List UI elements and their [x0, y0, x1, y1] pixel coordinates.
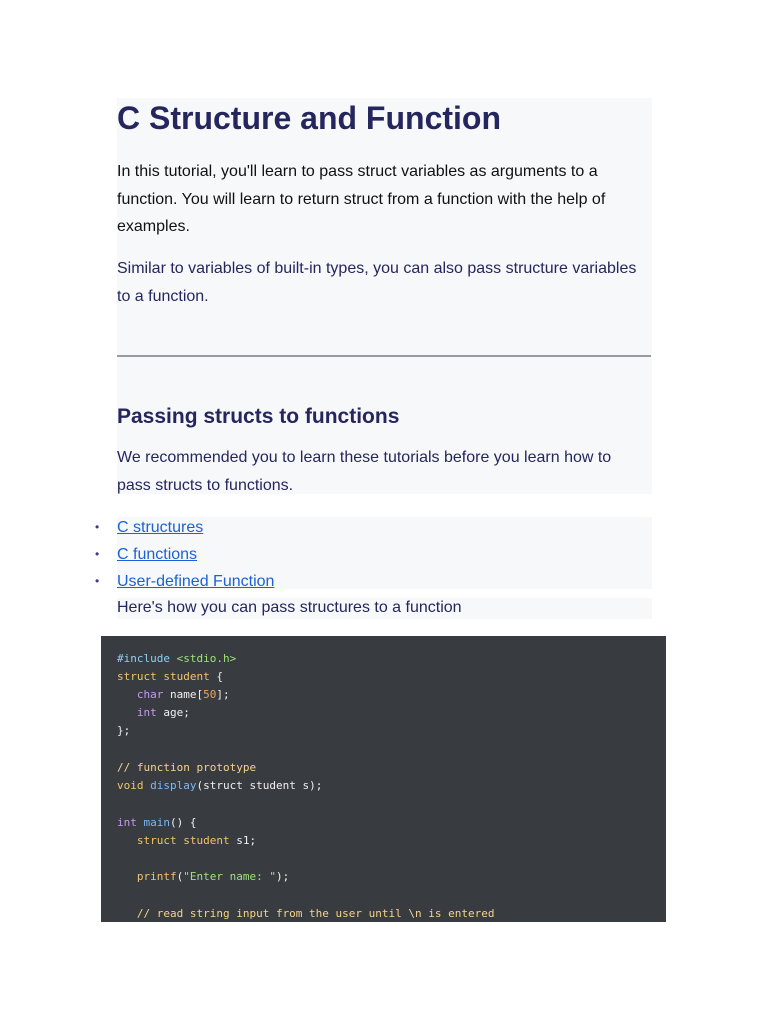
- code-token: char: [136, 688, 164, 701]
- code-line: [117, 668, 223, 686]
- code-token: {: [209, 670, 223, 683]
- link-c-functions[interactable]: C functions: [117, 546, 198, 563]
- section-divider: [117, 355, 651, 357]
- code-line: [117, 650, 236, 668]
- code-token: name[: [163, 688, 204, 701]
- code-token: // read string input from the user until \n is entered: [117, 907, 495, 920]
- code-block[interactable]: [101, 636, 666, 922]
- code-token: (: [176, 870, 184, 883]
- code-line: [117, 722, 130, 740]
- code-lead-text: Here's how you can pass structures to a function: [117, 599, 462, 616]
- code-token: student: [163, 670, 210, 683]
- code-line: [117, 868, 289, 886]
- link-c-structures[interactable]: C structures: [117, 519, 204, 536]
- section-heading: Passing structs to functions: [117, 405, 400, 428]
- code-token: );: [275, 870, 290, 883]
- code-token: <stdio.h>: [176, 652, 237, 665]
- code-token: age;: [156, 706, 190, 719]
- code-token: ];: [216, 688, 230, 701]
- code-token: "Enter name: ": [183, 870, 276, 883]
- code-line: [117, 704, 190, 722]
- code-token: };: [117, 724, 131, 737]
- code-token: [117, 688, 137, 701]
- code-token: int: [136, 706, 157, 719]
- code-line: [117, 777, 322, 795]
- code-token: // function prototype: [117, 761, 257, 774]
- code-token: () {: [170, 816, 197, 829]
- code-token: [117, 834, 137, 847]
- intro-paragraph: In this tutorial, you'll learn to pass struct variables as arguments to a function. You will learn to return struct from a function with the help of examples.: [117, 163, 606, 235]
- code-token: [117, 706, 137, 719]
- similar-types-paragraph: Similar to variables of built-in types, you can also pass structure variables to a function.: [117, 260, 637, 305]
- code-token: (struct student s);: [196, 779, 323, 792]
- recommendation-paragraph: We recommended you to learn these tutorials before you learn how to pass structs to functions.: [117, 449, 612, 494]
- page-title: C Structure and Function: [117, 100, 501, 136]
- code-token: struct student: [136, 834, 237, 847]
- list-item: [0, 568, 274, 595]
- bullet-icon: •: [95, 574, 100, 588]
- code-token: s1;: [236, 834, 257, 847]
- list-item: [0, 541, 274, 568]
- prerequisite-list: [0, 514, 274, 595]
- code-line: [117, 686, 230, 704]
- code-token: void: [117, 779, 151, 792]
- code-token: #include: [117, 652, 177, 665]
- code-token: struct: [117, 670, 164, 683]
- bullet-icon: •: [95, 520, 100, 534]
- code-line: [117, 814, 197, 832]
- code-line: [117, 759, 256, 777]
- code-token: [117, 870, 137, 883]
- bullet-icon: •: [95, 547, 100, 561]
- code-token: 50: [203, 688, 217, 701]
- code-line: [117, 832, 256, 850]
- list-item: [0, 514, 274, 541]
- link-user-defined-function[interactable]: User-defined Function: [117, 573, 275, 590]
- code-token: display: [150, 779, 197, 792]
- code-line: [117, 905, 495, 922]
- code-token: int: [117, 816, 144, 829]
- code-token: main: [143, 816, 170, 829]
- code-token: printf: [136, 870, 177, 883]
